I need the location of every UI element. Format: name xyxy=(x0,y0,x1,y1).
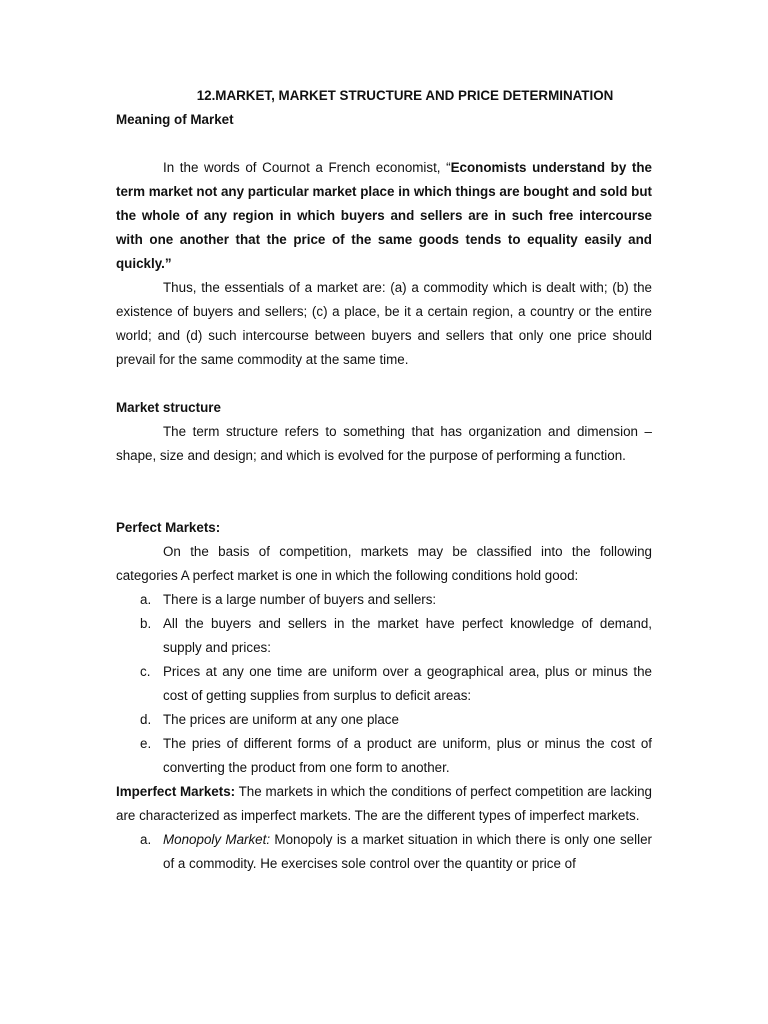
list-item-text: The prices are uniform at any one place xyxy=(163,712,399,727)
perfect-markets-paragraph: On the basis of competition, markets may be classified into the following categories A perfect market is one in which the following conditions hold good: xyxy=(116,544,652,583)
quote-text: Economists understand by the term market not any particular market place in which things are bought and sold but the whole of any region in which buyers and sellers are in such free intercourse with one another that the price of the same goods tends to equality easily and quickly.” xyxy=(116,160,652,271)
list-item xyxy=(116,588,652,612)
essentials-paragraph: Thus, the essentials of a market are: (a) a commodity which is dealt with; (b) the existence of buyers and sellers; (c) a place, be it a certain region, a country or the entire world; and (d) such intercourse between buyers and sellers that only one price should prevail for the same commodity at the same time. xyxy=(116,280,652,367)
list-item xyxy=(116,612,652,660)
document-title: 12.MARKET, MARKET STRUCTURE AND PRICE DETERMINATION xyxy=(196,88,614,103)
list-item xyxy=(116,732,652,780)
list-item-text: The pries of different forms of a product are uniform, plus or minus the cost of converting the product from one form to another. xyxy=(163,736,652,775)
cournot-quote-paragraph xyxy=(116,156,652,276)
section-heading-imperfect-markets: Imperfect Markets: xyxy=(116,784,236,799)
list-item-term: Monopoly Market: xyxy=(163,832,271,847)
imperfect-market-types-list xyxy=(116,828,652,876)
quote-intro: In the words of Cournot a French economist, “ xyxy=(163,160,451,175)
list-marker: a. xyxy=(140,832,152,847)
spacer xyxy=(116,492,652,516)
document-page xyxy=(116,84,652,876)
list-item xyxy=(116,708,652,732)
list-item xyxy=(116,660,652,708)
list-item-text: There is a large number of buyers and sellers: xyxy=(163,592,437,607)
spacer xyxy=(116,372,652,396)
perfect-market-conditions-list xyxy=(116,588,652,780)
section-heading-meaning-of-market: Meaning of Market xyxy=(116,112,234,127)
imperfect-markets-text: The markets in which the conditions of perfect competition are lacking are characterized as imperfect markets. The are the different types of imperfect markets. xyxy=(116,784,652,823)
list-item xyxy=(116,828,652,876)
imperfect-markets-paragraph xyxy=(116,780,652,828)
list-marker: a. xyxy=(140,592,152,607)
list-marker: c. xyxy=(140,664,151,679)
list-item-text: All the buyers and sellers in the market have perfect knowledge of demand, supply and prices: xyxy=(163,616,652,655)
list-item-text: Prices at any one time are uniform over a geographical area, plus or minus the cost of getting supplies from surplus to deficit areas: xyxy=(163,664,652,703)
market-structure-paragraph: The term structure refers to something that has organization and dimension – shape, size and design; and which is evolved for the purpose of performing a function. xyxy=(116,424,652,463)
spacer xyxy=(116,132,652,156)
section-heading-perfect-markets: Perfect Markets: xyxy=(116,520,221,535)
spacer xyxy=(116,468,652,492)
list-item-text: Monopoly is a market situation in which there is only one seller of a commodity. He exercises sole control over the quantity or price of xyxy=(163,832,652,871)
list-marker: b. xyxy=(140,616,152,631)
list-marker: d. xyxy=(140,712,152,727)
section-heading-market-structure: Market structure xyxy=(116,400,221,415)
list-marker: e. xyxy=(140,736,152,751)
